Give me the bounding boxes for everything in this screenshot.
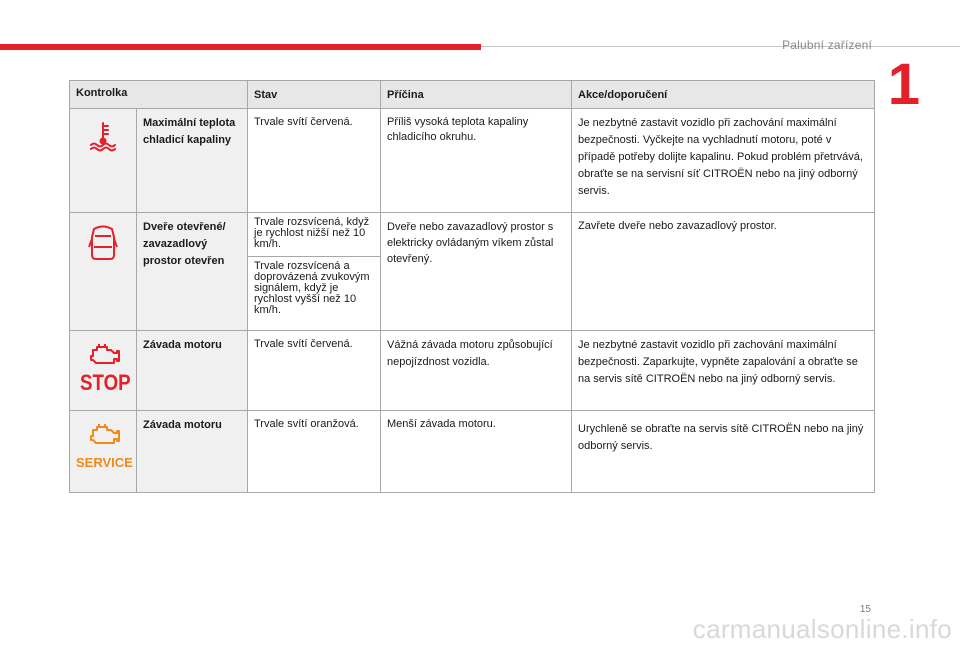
door-open-icon [88,223,118,263]
table-row [70,213,875,257]
header-accent-bar [0,44,481,50]
row-name: Maximální teplota chladicí kapaliny [137,109,248,213]
icon-cell [70,109,137,213]
row-cause: Dveře nebo zavazadlový prostor s elektricky ovládaným víkem zůstal otevřený. [381,213,572,331]
watermark: carmanualsonline.info [692,614,952,644]
coolant-temperature-icon [86,119,120,153]
row-name: Závada motoru [137,331,248,411]
row-action: Je nezbytné zastavit vozidlo při zachování maximální bezpečnosti. Zaparkujte, vypněte zapalování a obraťte se na servis sítě CITROËN nebo na jiný odborný servis. [572,331,875,411]
header-rule [481,46,960,47]
stop-label: STOP [80,370,131,395]
table-row [70,331,875,411]
table-header-row [70,81,875,109]
column-header-akce: Akce/doporučení [572,81,875,109]
row-status-secondary: Trvale rozsvícená a doprovázená zvukovým signálem, když je rychlost vyšší než 10 km/h. [248,257,381,331]
column-header-stav: Stav [248,81,381,109]
engine-fault-icon [85,341,121,367]
icon-cell [70,213,137,331]
row-action: Zavřete dveře nebo zavazadlový prostor. [572,213,875,331]
row-cause: Vážná závada motoru způsobující nepojízdnost vozidla. [381,331,572,411]
warning-lights-table [69,80,875,493]
icon-cell [70,411,137,493]
row-action: Je nezbytné zastavit vozidlo při zachování maximální bezpečnosti. Vyčkejte na vychladnutí motoru, poté v případě potřeby dolijte kapalinu. Pokud problém přetrvává, obraťte se na servisní síť CITROËN nebo na jiný odborný servis. [572,109,875,213]
page-number: 15 [859,604,871,615]
section-title: Palubní zařízení [782,38,872,52]
row-name: Dveře otevřené/ zavazadlový prostor otevřen [137,213,248,331]
column-header-pricina: Příčina [381,81,572,109]
row-status: Trvale svítí červená. [248,331,381,411]
row-status: Trvale svítí oranžová. [248,411,381,493]
chapter-number: 1 [887,52,920,117]
icon-cell [70,331,137,411]
row-name: Závada motoru [137,411,248,493]
table-row [70,109,875,213]
engine-fault-icon [85,421,121,447]
column-header-kontrolka: Kontrolka [70,81,248,109]
row-action: Urychleně se obraťte na servis sítě CITROËN nebo na jiný odborný servis. [572,411,875,493]
service-label: SERVICE [76,455,133,470]
row-status: Trvale svítí červená. [248,109,381,213]
row-cause: Příliš vysoká teplota kapaliny chladicího okruhu. [381,109,572,213]
table-row [70,411,875,493]
row-status: Trvale rozsvícená, když je rychlost nižší než 10 km/h. [248,213,381,257]
row-cause: Menší závada motoru. [381,411,572,493]
